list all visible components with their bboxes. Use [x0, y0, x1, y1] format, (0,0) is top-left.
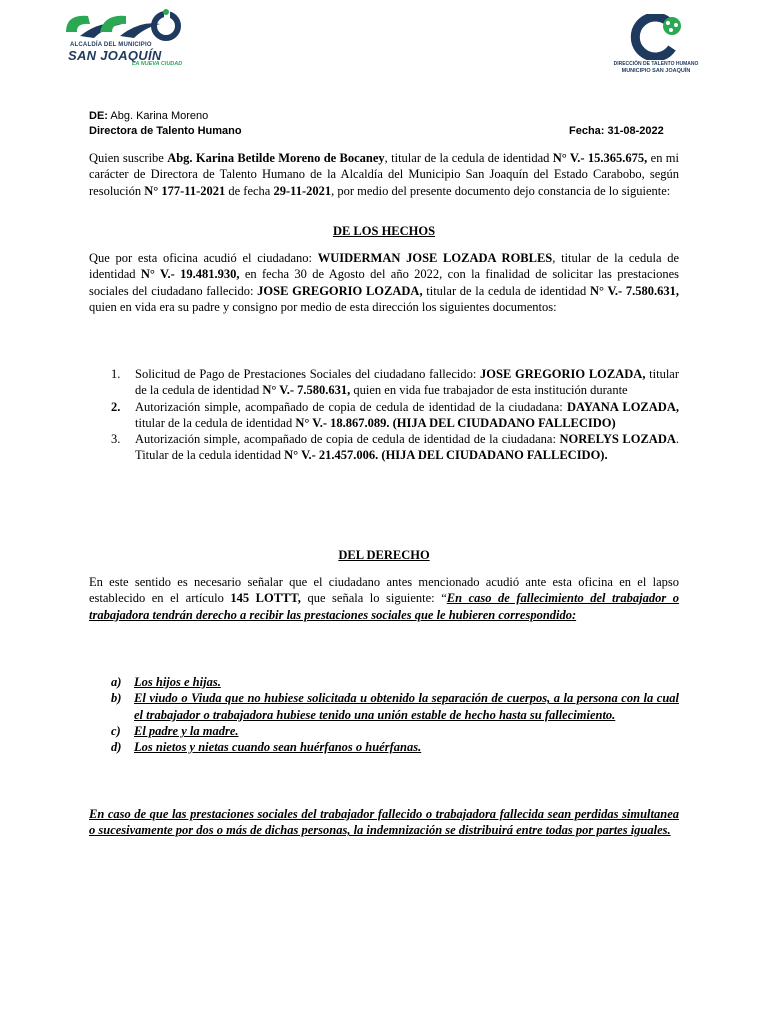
alcaldia-logo-line1: ALCALDÍA DEL MUNICIPIO	[70, 42, 152, 48]
sender-line	[89, 110, 208, 122]
hechos-paragraph: Que por esta oficina acudió el ciudadano: WUIDERMAN JOSE LOZADA ROBLES, titular de la cedula de identidad N° V.- 19.481.930, en fecha 30 de Agosto del año 2022, con la finalidad de solicitar las prestaciones sociales del ciudadano fallecido: JOSE GREGORIO LOZADA, titular de la cedula de identidad N° V.- 7.580.631, quien en vida era su padre y consigno por medio de esta dirección los siguientes documentos:	[89, 251, 680, 314]
talento-humano-logo	[606, 14, 706, 76]
sender-position: Directora de Talento Humano	[89, 125, 242, 137]
list-item: 1. Solicitud de Pago de Prestaciones Sociales del ciudadano fallecido: JOSE GREGORIO LOZADA, titular de la cedula de identidad N° V.- 7.580.631, quien en vida fue trabajador de esta institución durante	[111, 367, 680, 398]
list-item: c) El padre y la madre.	[111, 723, 239, 738]
talento-humano-emblem-icon	[606, 14, 706, 60]
beneficiaries-list	[89, 674, 679, 755]
alcaldia-emblem-icon	[60, 6, 185, 44]
list-item: d) Los nietos y nietas cuando sean huérfanos o huérfanas.	[111, 740, 422, 755]
list-item: 3. Autorización simple, acompañado de copia de cedula de identidad de la ciudadana: NORELYS LOZADA. Titular de la cedula identidad N° V.- 21.457.006. (HIJA DEL CIUDADANO FALLECIDO).	[111, 432, 679, 463]
closing-paragraph: En caso de que las prestaciones sociales del trabajador fallecido o trabajadora fallecida sean perdidas simultanea o sucesivamente por dos o más de dichas personas, la indemnización se distribuirá entre todas por partes iguales.	[89, 807, 679, 838]
list-item: b) El viudo o Viuda que no hubiese solicitada u obtenido la separación de cuerpos, a la persona con la cual el trabajador o trabajadora hubiese tenido una unión estable de hecho hasta su fallecimiento.	[111, 691, 679, 722]
sender-name: Abg. Karina Moreno	[110, 110, 209, 122]
list-item: 2. Autorización simple, acompañado de copia de cedula de identidad de la ciudadana: DAYANA LOZADA, titular de la cedula de identidad N° V.- 18.867.089. (HIJA DEL CIUDADANO FALLECIDO)	[111, 399, 679, 430]
alcaldia-logo-line3: LA NUEVA CIUDAD	[132, 61, 183, 67]
list-item: a) Los hijos e hijas.	[111, 675, 221, 689]
alcaldia-logo	[60, 6, 185, 68]
section-heading-hechos: DE LOS HECHOS	[332, 224, 436, 238]
talento-logo-line2: MUNICIPIO SAN JOAQUÍN	[621, 68, 691, 74]
sender-label: DE:	[89, 110, 108, 122]
document-date: Fecha: 31-08-2022	[569, 125, 664, 137]
section-heading-derecho: DEL DERECHO	[338, 548, 430, 562]
talento-logo-line1: DIRECCIÓN DE TALENTO HUMANO	[613, 61, 699, 67]
alcaldia-logo-line2: SAN JOAQUÍN	[68, 48, 162, 63]
documents-list	[89, 366, 679, 464]
intro-paragraph: Quien suscribe Abg. Karina Betilde Moreno de Bocaney, titular de la cedula de identidad N° V.- 15.365.675, en mi carácter de Directora de Talento Humano de la Alcaldía del Municipio San Joaquín del Estado Carabobo, según resolución N° 177-11-2021 de fecha 29-11-2021, por medio del presente documento dejo constancia de lo siguiente:	[89, 151, 679, 198]
derecho-paragraph: En este sentido es necesario señalar que el ciudadano antes mencionado acudió ante esta oficina en el lapso establecido en el artículo 145 LOTTT, que señala lo siguiente: “En caso de fallecimiento del trabajador o trabajadora tendrán derecho a recibir las prestaciones sociales que le hubieren correspondido:	[89, 575, 679, 622]
